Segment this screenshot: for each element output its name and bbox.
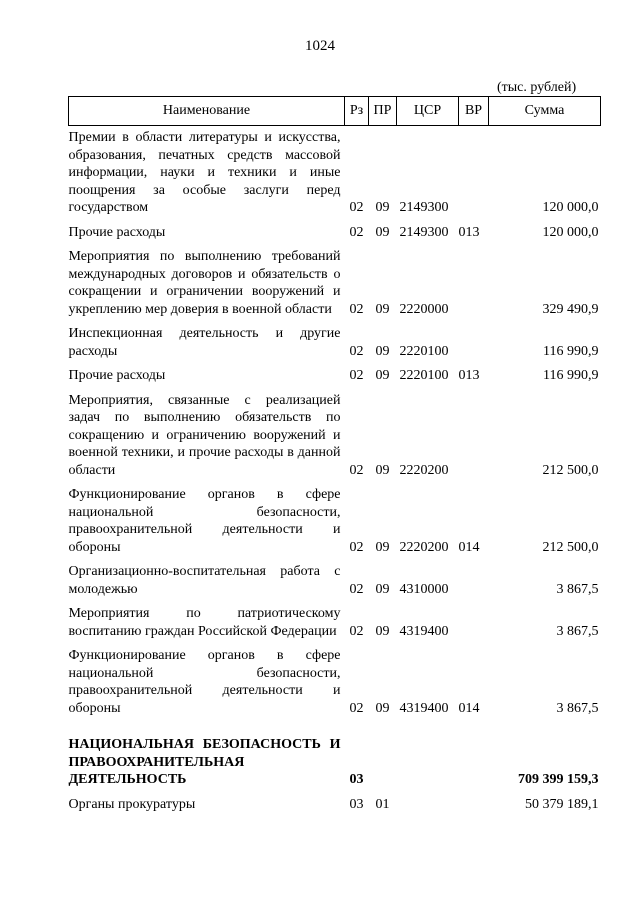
- spacer-row: [69, 721, 601, 733]
- row-vr: 014: [458, 539, 480, 555]
- header-rz: Рз: [345, 97, 369, 126]
- table-row: [69, 322, 601, 364]
- section-total-row: [69, 733, 601, 793]
- row-pr: 09: [375, 343, 390, 359]
- row-csr: 4319400: [399, 623, 449, 639]
- row-vr: [459, 560, 489, 602]
- row-vr: [459, 602, 489, 644]
- row-rz: 02: [349, 301, 364, 317]
- row-name: Организационно-воспитательная работа с молодежью: [68, 564, 341, 597]
- header-vr: ВР: [459, 97, 489, 126]
- row-csr: 2220000: [399, 301, 449, 317]
- row-rz: 02: [349, 700, 364, 716]
- row-vr: [459, 322, 489, 364]
- row-name: Мероприятия по выполнению требований международных договоров и обязательств о сокращении и ограничении вооружений и укреплению мер доверия в военной области: [68, 249, 341, 317]
- row-rz: 02: [349, 200, 364, 215]
- section-name: НАЦИОНАЛЬНАЯ БЕЗОПАСНОСТЬ И ПРАВООХРАНИТЕЛЬНАЯ ДЕЯТЕЛЬНОСТЬ: [68, 737, 341, 787]
- row-name: Прочие расходы: [68, 224, 166, 240]
- table-row: [69, 364, 601, 389]
- row-rz: 03: [349, 796, 364, 812]
- row-sum: 120 000,0: [542, 200, 599, 215]
- row-sum: 116 990,9: [543, 368, 599, 383]
- header-pr: ПР: [369, 97, 397, 126]
- row-sum: 3 867,5: [556, 623, 599, 639]
- row-sum: 212 500,0: [542, 462, 599, 478]
- row-csr: 2149300: [399, 224, 449, 240]
- row-csr: 4310000: [399, 581, 449, 597]
- row-vr: [459, 245, 489, 322]
- page-number: 1024: [305, 38, 335, 54]
- table-row: [69, 126, 601, 221]
- row-name: Функционирование органов в сфере национальной безопасности, правоохранительной деятельности и обороны: [68, 487, 341, 555]
- row-csr: 4319400: [399, 700, 449, 716]
- row-name: Мероприятия по патриотическому воспитанию граждан Российской Федерации: [68, 606, 341, 639]
- row-name: Мероприятия, связанные с реализацией задач по выполнению обязательств по сокращению и ограничению вооружений и военной техники, и прочие расходы в данной области: [68, 392, 341, 478]
- row-pr: 09: [375, 623, 390, 639]
- row-sum: 212 500,0: [542, 539, 599, 555]
- table-row: [69, 793, 601, 818]
- header-sum: Сумма: [489, 97, 601, 126]
- row-sum: 3 867,5: [556, 581, 599, 597]
- row-pr: 09: [375, 368, 390, 383]
- row-name: Прочие расходы: [68, 368, 166, 383]
- header-csr: ЦСР: [397, 97, 459, 126]
- section-rz: 03: [349, 772, 364, 787]
- row-pr: 09: [375, 539, 390, 555]
- section-csr: [397, 733, 459, 793]
- budget-table: [68, 96, 601, 817]
- row-pr: 09: [375, 200, 390, 215]
- table-row: [69, 245, 601, 322]
- table-header-row: [69, 97, 601, 126]
- row-rz: 02: [349, 462, 364, 478]
- row-vr: 013: [458, 368, 480, 383]
- row-name: Функционирование органов в сфере национальной безопасности, правоохранительной деятельности и обороны: [68, 648, 341, 716]
- table-row: [69, 483, 601, 560]
- header-name: Наименование: [69, 97, 345, 126]
- section-vr: [459, 733, 489, 793]
- row-pr: 09: [375, 462, 390, 478]
- row-pr: 01: [375, 796, 390, 812]
- row-vr: 014: [458, 700, 480, 716]
- row-rz: 02: [349, 224, 364, 240]
- row-rz: 02: [349, 623, 364, 639]
- section-sum: 709 399 159,3: [518, 772, 599, 787]
- table-row: [69, 602, 601, 644]
- table-row: [69, 389, 601, 484]
- row-csr: 2220100: [399, 343, 449, 359]
- row-sum: 120 000,0: [542, 224, 599, 240]
- row-pr: 09: [375, 301, 390, 317]
- row-csr: 2149300: [399, 200, 449, 215]
- units-label: (тыс. рублей): [497, 80, 577, 95]
- row-csr: [397, 793, 459, 818]
- table-row: [69, 644, 601, 721]
- row-pr: 09: [375, 700, 390, 716]
- row-name: Инспекционная деятельность и другие расходы: [68, 326, 341, 359]
- row-name: Органы прокуратуры: [68, 796, 196, 812]
- row-vr: [459, 126, 489, 221]
- row-sum: 50 379 189,1: [525, 796, 599, 812]
- row-rz: 02: [349, 368, 364, 383]
- row-sum: 329 490,9: [542, 301, 599, 317]
- table-row: [69, 221, 601, 246]
- table-row: [69, 560, 601, 602]
- row-sum: 3 867,5: [556, 700, 599, 716]
- row-rz: 02: [349, 539, 364, 555]
- row-rz: 02: [349, 581, 364, 597]
- spacer-cell: [69, 721, 601, 733]
- row-pr: 09: [375, 224, 390, 240]
- row-pr: 09: [375, 581, 390, 597]
- row-vr: [459, 793, 489, 818]
- row-name: Премии в области литературы и искусства, образования, печатных средств массовой информации, науки и техники и иные поощрения за особые заслуги перед государством: [68, 130, 341, 215]
- row-csr: 2220100: [399, 368, 449, 383]
- row-csr: 2220200: [399, 462, 449, 478]
- row-sum: 116 990,9: [543, 343, 599, 359]
- row-vr: [459, 389, 489, 484]
- row-rz: 02: [349, 343, 364, 359]
- row-vr: 013: [458, 224, 480, 240]
- row-csr: 2220200: [399, 539, 449, 555]
- section-pr: [369, 733, 397, 793]
